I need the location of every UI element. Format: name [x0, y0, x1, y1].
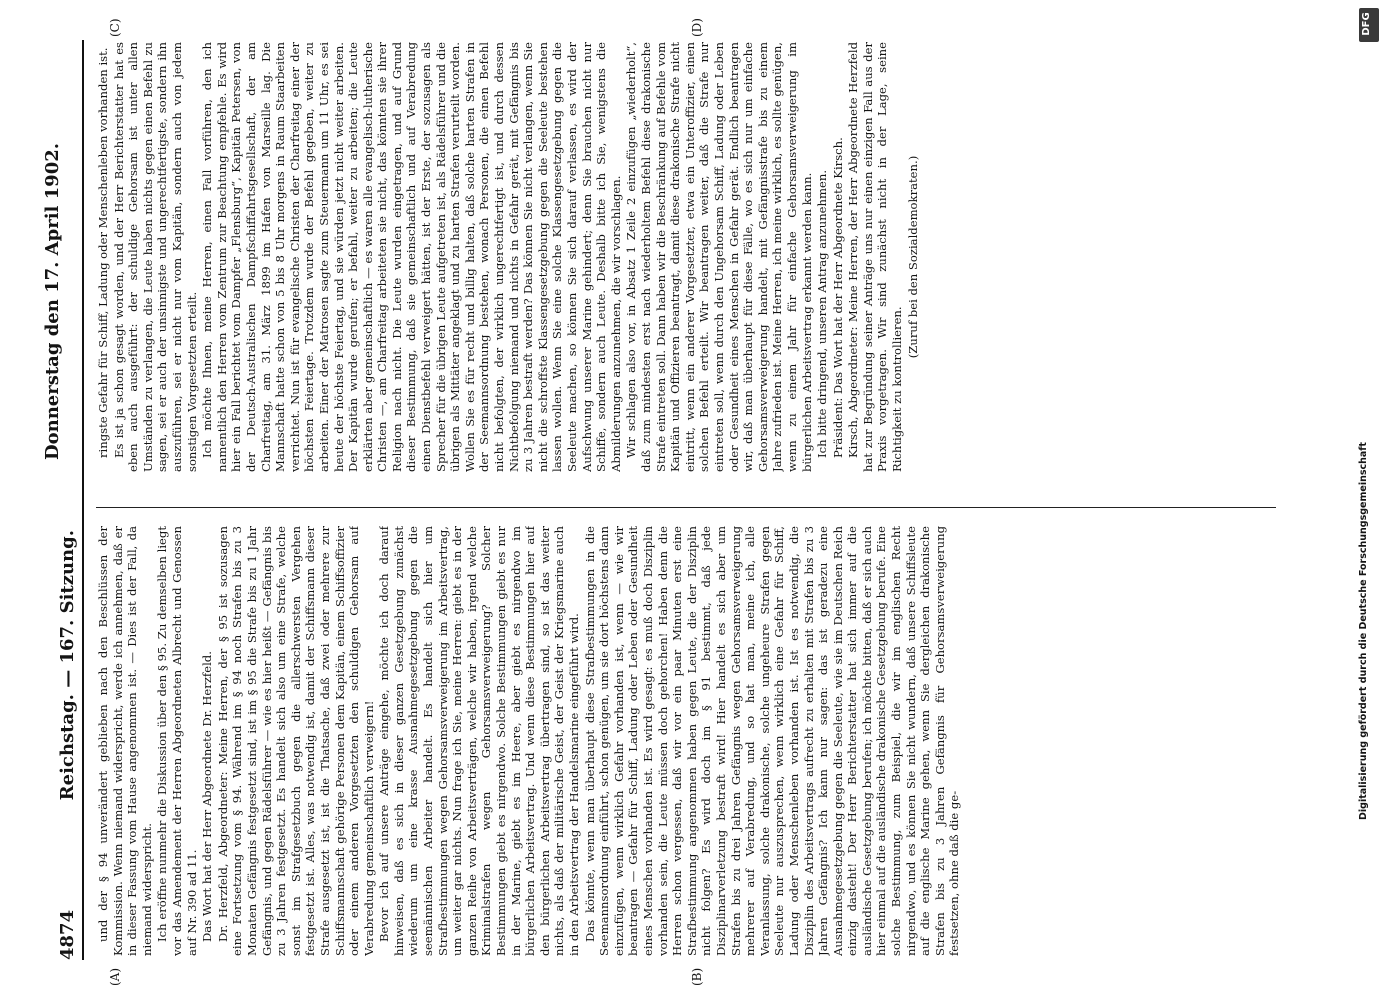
- paragraph: Präsident: Das Wort hat der Herr Abgeordnete Kirsch.: [830, 137, 845, 458]
- paragraph: und der § 94 unverändert geblieben nach den Beschlüssen der Kommission. Wenn niemand widerspricht, werde ich annehmen, daß er in dieser Fassung vom Hause angenommen ist. — Dies ist der Fall, da niemand widerspricht.: [96, 526, 154, 956]
- margin-marker-d: (D): [690, 18, 704, 37]
- left-column: [96, 526, 1326, 956]
- paragraph: Das Wort hat der Herr Abgeordnete Dr. Herzfeld.: [200, 651, 215, 942]
- paragraph: Kirsch, Abgeordneter: Meine Herren, der Herr Abgeordnete Herzfeld hat zur Begründung seiner Anträge uns nur einen einzigen Fall aus der Praxis vorgetragen. Wir sind zunächst nicht in der Lage, seine Richtigkeit zu kontrollieren.: [846, 42, 905, 472]
- digitization-note-text: Digitalisierung gefördert durch die Deutsche Forschungsgemeinschaft: [1358, 442, 1369, 820]
- paragraph: Ich eröffne nunmehr die Diskussion über den § 95. Zu demselben liegt vor das Amendement der Herren Abgeordneten Albrecht und Genossen auf Nr. 390 ad 11.: [155, 526, 199, 956]
- paragraph: Dr. Herzfeld, Abgeordneter: Meine Herren, der § 95 ist sozusagen eine Fortsetzung vom § 94. Während im § 94 noch Strafen bis zu 3 Monaten Gefängnis festgesetzt sind, ist im § 95 die Strafe bis zu 1 Jahr Gefängnis, und gegen Rädelsführer — wie es hier heißt — Gefängnis bis zu 3 Jahren festgesetzt. Es handelt sich also um eine Strafe, welche sonst im Strafgesetzbuch gegen die allerschwersten Vergehen festgesetzt ist. Alles, was notwendig ist, damit der Schiffsmann dieser Strafe ausgesetzt ist, ist die Thatsache, daß zwei oder mehrere zur Schiffsmannschaft gehörige Personen dem Kapitän, einem Schiffsoffizier oder einem anderen Vorgesetzten den schuldigen Gehorsam auf Verabredung gemeinschaftlich verweigern!: [215, 526, 376, 956]
- dfg-logo: [1359, 8, 1379, 42]
- paragraph: ringste Gefahr für Schiff, Ladung oder Menschenleben vorhanden ist.: [96, 47, 110, 458]
- column-divider: [96, 507, 1276, 508]
- right-column: [96, 42, 1326, 472]
- page-header-date: Donnerstag den 17. April 1902.: [42, 142, 63, 460]
- margin-marker-b: (B): [690, 967, 704, 986]
- session-title: Reichstag. — 167. Sitzung.: [57, 530, 78, 801]
- paragraph: Ich möchte Ihnen, meine Herren, einen Fall vorführen, den ich namentlich den Herren vom Zentrum zur Beachtung empfehle. Es wird hier ein Fall berichtet vom Dampfer „Flensburg“, Kapitän Petersen, von der Deutsch-Australischen Dampfschiffahrtsgesellschaft, der am Charfreitag, am 31. März 1899 im Hafen von Marseille lag. Die Mannschaft hatte schon von 5 bis 8 Uhr morgens in Raum Staarbeiten verrichtet. Nun ist für evangelische Christen der Charfreitag einer der höchsten Feiertage. Trotzdem wurde der Befehl gegeben, weiter zu arbeiten. Einer der Matrosen sagte zum Steuermann um 11 Uhr, es sei heute der höchste Feiertag, und sie würden jetzt nicht weiter arbeiten. Der Kapitän wurde gerufen; er befahl, weiter zu arbeiten; die Leute erklärten aber gemeinschaftlich — es waren alle evangelisch-lutherische Christen —, am Charfreitag arbeiteten sie nicht, das könnten sie ihrer Religion nach nicht. Die Leute wurden eingetragen, und auf Grund dieser Bestimmung, daß sie gemeinschaftlich und auf Verabredung einen Dienstbefehl verweigert hätten, ist der Erste, der sozusagen als Sprecher für die übrigen Leute aufgetreten ist, als Rädelsführer und die übrigen als Mittäter angeklagt und zu harten Strafen verurteilt worden. Wollen Sie es für recht und billig halten, daß solche harten Strafen in der Seemannsordnung bestehen, wonach Personen, die einen Befehl nicht befolgten, der wirklich ungerechtfertigt ist, und durch dessen Nichtbefolgung niemand und nichts in Gefahr gerät, mit Gefängnis bis zu 3 Jahren bestraft werden? Das können Sie nicht verlangen, wenn Sie nicht die schroffste Klassengesetzgebung gegen die Seeleute bestehen lassen wollen. Wenn Sie eine solche Klassengesetzgebung gegen die Seeleute machen, so können Sie sich darauf verlassen, es wird der Aufschwung unserer Marine gehindert; denn Sie brauchen nicht nur Schiffe, sondern auch Leute. Deshalb bitte ich Sie, wenigstens die Abmilderungen anzunehmen, die wir vorschlagen.: [200, 42, 623, 472]
- page-number: 4874: [57, 909, 78, 960]
- digitization-note: [1358, 180, 1378, 820]
- header-rule: [82, 40, 84, 960]
- paragraph: Ich bitte dringend, unseren Antrag anzunehmen.: [815, 169, 830, 458]
- interjection: (Zuruf bei den Sozialdemokraten.): [905, 155, 920, 359]
- paragraph: Wir schlagen also vor, in Absatz 1 Zeile 2 einzufügen „wiederholt“, daß zum mindesten erst nach wiederholtem Befehl diese drakonische Strafe eintreten soll. Dann haben wir die Beschränkung auf Befehle vom Kapitän und Offizieren beantragt, damit diese drakonische Strafe nicht eintritt, wenn ein anderer Vorgesetzter, etwa ein Unteroffizier, einen solchen Befehl erteilt. Wir beantragen weiter, daß die Strafe nur eintreten soll, wenn durch den Ungehorsam Schiff, Ladung oder Leben oder Gesundheit eines Menschen in Gefahr gerät. Endlich beantragen wir, daß man überhaupt für diese Fälle, wo es sich nur um einfache Gehorsamsverweigerung handelt, mit Gefängnisstrafe bis zu einem Jahre zufrieden ist. Meine Herren, ich meine wirklich, es sollte genügen, wenn zu einem Jahr für einfache Gehorsamsverweigerung im bürgerlichen Arbeitsvertrag erkannt werden kann.: [624, 42, 814, 472]
- page-header-left: [42, 530, 78, 960]
- paragraph: Es ist ja schon gesagt worden, und der Herr Berichterstatter hat es eben auch ausgeführt: der schuldige Gehorsam ist unter allen Umständen zu verlangen, die Leute haben nichts gegen einen Befehl zu sagen, sei er auch der unsinnigste und ungerechtfertigste, sondern ihn auszuführen, sei er nicht nur vom Kapitän, sondern auch von jedem sonstigen Vorgesetzten erteilt.: [111, 42, 199, 472]
- dfg-logo-text: DFG: [1361, 12, 1372, 36]
- margin-marker-c: (C): [108, 18, 122, 37]
- paragraph: Bevor ich auf unsere Anträge eingehe, möchte ich doch darauf hinweisen, daß es sich in dieser ganzen Gesetzgebung zunächst wiederum um eine krasse Ausnahmegesetzgebung gegen die seemännischen Arbeiter handelt. Es handelt sich hier um Strafbestimmungen wegen Gehorsamsverweigerung im Arbeitsvertrag, um weiter gar nichts. Nun frage ich Sie, meine Herren: giebt es in der ganzen Reihe von Arbeitsverträgen, welche wir haben, irgend welche Kriminalstrafen wegen Gehorsamsverweigerung? Solcher Bestimmungen giebt es nirgendwo. Solche Bestimmungen giebt es nur in der Marine, giebt es im Heere, aber giebt es nirgendwo im bürgerlichen Arbeitsvertrag. Und wenn diese Bestimmungen hier auf den bürgerlichen Arbeitsvertrag übertragen sind, so ist das weiter nichts, als daß der militärische Geist, der Geist der Kriegsmarine auch in den Arbeitsvertrag der Handelsmarine eingeführt wird.: [377, 526, 581, 956]
- margin-marker-a: (A): [108, 967, 122, 986]
- paragraph: Das könnte, wenn man überhaupt diese Strafbestimmungen in die Seemannsordnung einführt, schon genügen, um sie dort höchstens dann einzufügen, wenn wirklich Gefahr vorhanden ist, wenn — wie wir beantragen — Gefahr für Schiff, Ladung oder Leben oder Gesundheit eines Menschen vorhanden ist. Es wird gesagt: es muß doch Disziplin vorhanden sein, die Leute müssen doch gehorchen! Haben denn die Herren schon vergessen, daß wir vor ein paar Minuten erst eine Strafbestimmung angenommen haben gegen Leute, die der Disziplin nicht folgen? Es wird doch im § 91 bestimmt, daß jede Disziplinarverletzung bestraft wird! Hier handelt es sich aber um Strafen bis zu drei Jahren Gefängnis wegen Gehorsamsverweigerung mehrerer auf Verabredung, und so hat man, meine ich, alle Veranlassung, solche drakonische, solche ungeheure Strafen gegen Seeleute nur auszusprechen, wenn wirklich eine Gefahr für Schiff, Ladung oder Menschenleben vorhanden ist. Ist es notwendig, die Disziplin des Arbeitsvertrags aufrecht zu erhalten mit Strafen bis zu 3 Jahren Gefängnis? Ich kann nur sagen: das ist geradezu eine Ausnahmegesetzgebung gegen die Seeleute, wie sie im Deutschen Reich einzig dasteht! Der Herr Berichterstatter hat sich immer auf die ausländische Gesetzgebung berufen; ich möchte bitten, daß er sich auch hier einmal auf die ausländische drakonische Gesetzgebung berufe. Eine solche Bestimmung, zum Beispiel, die wir im englischen Recht nirgendwo, und es können Sie nicht wundern, daß unsere Schiffsleute auf die englische Marine gehen, wenn Sie dergleichen drakonische Strafen bis zu 3 Jahren Gefängnis für Gehorsamsverweigerung festsetzen, ohne daß die ge-: [582, 526, 962, 956]
